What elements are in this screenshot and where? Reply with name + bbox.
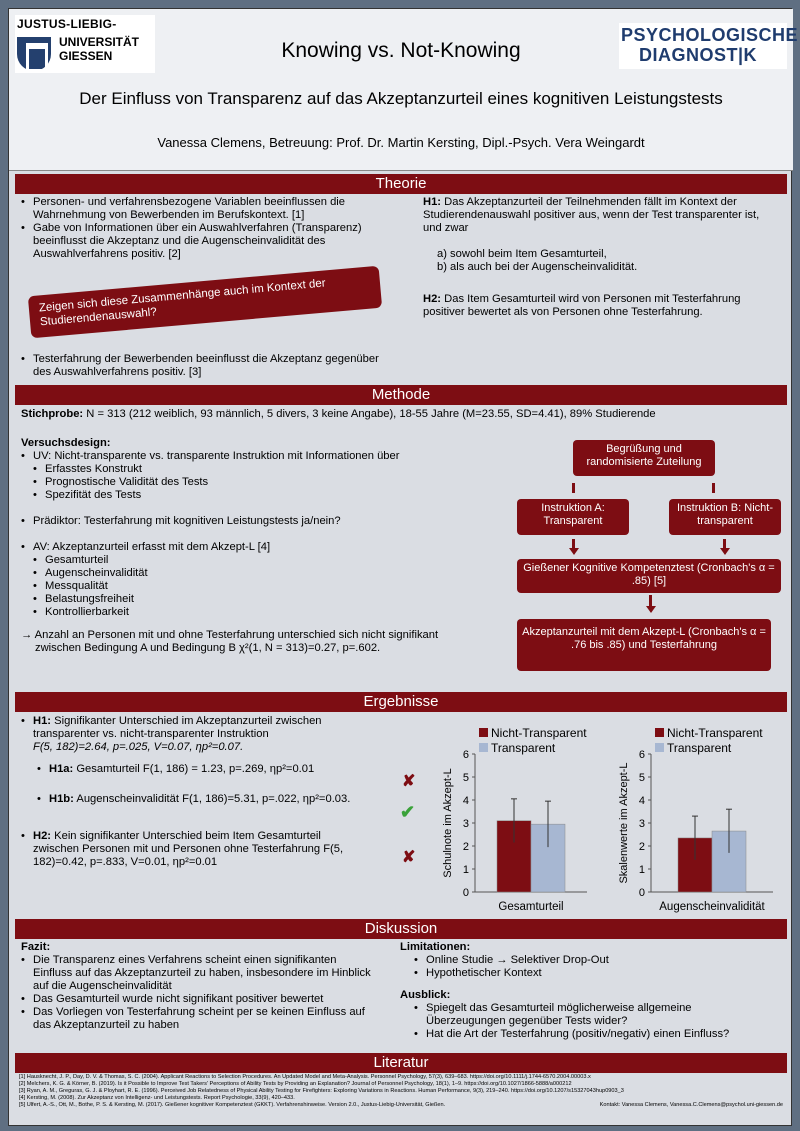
legend-label: Transparent	[491, 741, 556, 755]
stichprobe-text: N = 313 (212 weiblich, 93 männlich, 5 divers, 3 keine Angabe), 18-55 Jahre (M=23.55, SD=4.41), 89% Studierende	[86, 408, 656, 420]
y-tick-label: 0	[638, 887, 645, 899]
flow-box-akzeptanzurteil: Akzeptanzurteil mit dem Akzept-L (Cronbach's α = .76 bis .85) und Testerfahrung	[517, 619, 771, 671]
design-label: Versuchsdesign:	[21, 437, 111, 449]
ergebnisse-text	[21, 715, 351, 869]
y-tick-label: 2	[462, 841, 469, 853]
av-item: • Augenscheinvalidität	[33, 567, 491, 580]
limitationen-ausblick	[400, 941, 770, 1041]
av-line: • AV: Akzeptanzurteil erfasst mit dem Akzept-L [4]	[21, 541, 491, 554]
legend-label: Nicht-Transparent	[667, 726, 763, 740]
h1a-text: Gesamturteil F(1, 186) = 1.23, p=.269, ηp²=0.01	[76, 763, 315, 775]
h1-label: H1:	[423, 196, 442, 208]
av-item: • Kontrollierbarkeit	[33, 606, 491, 619]
ausblick-item: • Spiegelt das Gesamturteil möglicherweise allgemeine Überzeugungen gegenüber Tests wider?	[414, 1002, 770, 1028]
y-tick-label: 2	[638, 841, 645, 853]
reference-item: [5] Ulfert, A.-S., Ott, M., Bothe, P. S. & Kersting, M. (2017). Gießener kognitiver Kompetenztest (GKKT). Verfahrenshinweise. Version 2.0., Justus-Liebig-Universität, Gießen.	[19, 1102, 446, 1108]
h1-result	[21, 715, 351, 754]
anzahl-line2: zwischen Bedingung A und Bedingung B χ²(1, N = 313)=0.27, p=.602.	[35, 642, 381, 654]
y-tick-label: 5	[638, 772, 645, 784]
h2-text: Das Item Gesamturteil wird von Personen mit Testerfahrung positiver bewertet als von Personen ohne Testerfahrung.	[423, 293, 741, 318]
flow-arrow	[712, 483, 715, 493]
h1b-label: H1b:	[49, 793, 74, 805]
h2-block	[423, 293, 773, 319]
limitationen-label: Limitationen:	[400, 941, 471, 953]
legend-label: Nicht-Transparent	[491, 726, 587, 740]
cross-icon: ✘	[402, 773, 416, 790]
anzahl-line1: → Anzahl an Personen mit und ohne Testerfahrung unterschied sich nicht signifikant	[21, 629, 439, 641]
y-axis-label: Skalenwerte im Akzept-L	[618, 762, 630, 884]
fazit-item: • Die Transparenz eines Verfahrens scheint einen signifikanten Einfluss auf das Akzeptanzurteil zu haben, insbesondere im Hinblick auf die Augenscheinvalidität	[21, 954, 376, 993]
av-item: • Messqualität	[33, 580, 491, 593]
legend-swatch	[479, 728, 488, 737]
h2-result	[21, 830, 351, 869]
y-tick-label: 1	[462, 864, 469, 876]
flow-box-begruessung: Begrüßung und randomisierte Zuteilung	[573, 440, 715, 476]
x-category-label: Gesamturteil	[498, 901, 564, 913]
y-tick-label: 6	[462, 749, 469, 761]
legend-label: Transparent	[667, 741, 732, 755]
flow-arrow	[572, 483, 575, 493]
section-heading-literatur: Literatur	[15, 1053, 787, 1073]
y-tick-label: 4	[638, 795, 645, 807]
reference-item: [4] Kersting, M. (2008). Zur Akzeptanz von Intelligenz- und Leistungstests. Report Psychologie, 33(9), 420–433.	[19, 1095, 295, 1101]
y-tick-label: 1	[638, 864, 645, 876]
limitationen-item: • Online Studie → Selektiver Drop-Out	[414, 954, 770, 967]
h1-result-label: H1:	[33, 715, 52, 727]
legend-swatch	[655, 743, 664, 752]
uv-line: • UV: Nicht-transparente vs. transparente Instruktion mit Informationen über	[21, 450, 491, 463]
theorie-left	[21, 196, 391, 261]
section-heading-theorie: Theorie	[15, 174, 787, 194]
y-tick-label: 5	[462, 772, 469, 784]
h1-a: a) sowohl beim Item Gesamturteil,	[437, 248, 607, 260]
header	[9, 9, 799, 171]
section-heading-methode: Methode	[15, 385, 787, 405]
h1-b: b) als auch bei der Augenscheinvalidität.	[437, 261, 638, 273]
uni-logo-line3: GIESSEN	[59, 49, 113, 63]
stichprobe	[21, 408, 781, 421]
psy-logo-line2: DIAGNOST|K	[639, 45, 758, 65]
x-category-label: Augenscheinvalidität	[659, 901, 765, 913]
ausblick-label: Ausblick:	[400, 989, 451, 1001]
ausblick-item: • Hat die Art der Testerfahrung (positiv/negativ) einen Einfluss?	[414, 1028, 770, 1041]
stichprobe-label: Stichprobe:	[21, 408, 84, 420]
section-heading-diskussion: Diskussion	[15, 919, 787, 939]
cross-icon: ✘	[402, 849, 416, 866]
h2-result-label: H2:	[33, 830, 52, 842]
flow-box-instruktion-a: Instruktion A: Transparent	[517, 499, 629, 535]
theorie-bullet-2: • Gabe von Informationen über ein Auswahlverfahren (Transparenz) beeinflusst die Akzeptanz und die Augenscheinvalidität des Auswahlverfahrens positiv. [2]	[21, 222, 391, 261]
theorie-bullet-1: • Personen- und verfahrensbezogene Variablen beeinflussen die Wahrnehmung von Bewerbenden im Berufskontext. [1]	[21, 196, 391, 222]
hypotheses	[423, 196, 773, 319]
praediktor-line: • Prädiktor: Testerfahrung mit kognitiven Leistungstests ja/nein?	[21, 515, 491, 528]
psy-logo-line1: PSYCHOLOGISCHE	[621, 25, 799, 45]
uv-item: • Spezifität des Tests	[33, 489, 491, 502]
fazit-item: • Das Gesamturteil wurde nicht signifikant positiver bewertet	[21, 993, 376, 1006]
legend-swatch	[655, 728, 664, 737]
y-tick-label: 6	[638, 749, 645, 761]
y-tick-label: 4	[462, 795, 469, 807]
y-tick-label: 0	[462, 887, 469, 899]
poster	[8, 8, 799, 1126]
h1-result-stats: F(5, 182)=2.64, p=.025, V=0.07, ηp²=0.07.	[33, 741, 244, 753]
h1b-text: Augenscheinvalidität F(1, 186)=5.31, p=.022, ηp²=0.03.	[76, 793, 351, 805]
reference-item: [2] Melchers, K. G. & Körner, B. (2019). Is it Possible to Improve Test Takers' Perceptions of Ability Tests by Providing an Explanation? Journal of Personnel Psychology, 18(1), 1–9. https://doi.org/10.1027/1866-5888/a000212	[19, 1081, 572, 1087]
research-question-callout	[28, 266, 382, 339]
av-item: • Belastungsfreiheit	[33, 593, 491, 606]
y-axis-label: Schulnote im Akzept-L	[442, 768, 454, 878]
contact-info: Kontakt: Vanessa Clemens, Vanessa.C.Clemens@psychol.uni-giessen.de	[599, 1102, 783, 1108]
chart-augenscheinvaliditaet	[613, 722, 783, 916]
flow-box-gkkt: Gießener Kognitive Kompetenztest (Cronbach's α = .85) [5]	[517, 559, 781, 593]
section-heading-ergebnisse: Ergebnisse	[15, 692, 787, 712]
flow-arrowhead	[646, 606, 656, 613]
limitationen-item: • Hypothetischer Kontext	[414, 967, 770, 980]
poster-title: Knowing vs. Not-Knowing	[281, 39, 521, 62]
flow-box-instruktion-b: Instruktion B: Nicht-transparent	[669, 499, 781, 535]
fazit	[21, 941, 376, 1032]
versuchsdesign	[21, 437, 491, 655]
reference-item: [3] Ryan, A. M., Greguras, G. J. & Ployhart, R. E. (1996). Perceived Job Relatedness of Physical Ability Testing for Firefighters: Exploring Variations in Reactions. Human Performance, 9(3), 219–240. https://doi.org/10.1207/s15327043hup0903_3	[19, 1088, 624, 1094]
flow-arrowhead	[569, 548, 579, 555]
y-tick-label: 3	[638, 818, 645, 830]
chart-gesamturteil	[437, 722, 597, 916]
h2-label: H2:	[423, 293, 442, 305]
y-tick-label: 3	[462, 818, 469, 830]
h1-block	[423, 196, 773, 235]
uv-item: • Erfasstes Konstrukt	[33, 463, 491, 476]
h1a-result	[37, 763, 351, 776]
poster-subtitle: Der Einfluss von Transparenz auf das Akzeptanzurteil eines kognitiven Leistungstests	[79, 89, 723, 108]
h2-result-text: Kein signifikanter Unterschied beim Item Gesamturteil zwischen Personen mit und Personen ohne Testerfahrung F(5, 182)=0.42, p=.833, V=0.01, ηp²=0.01	[33, 830, 344, 868]
uni-logo-line1: JUSTUS-LIEBIG-	[17, 17, 117, 31]
legend-swatch	[479, 743, 488, 752]
uni-logo-line2: UNIVERSITÄT	[59, 35, 140, 49]
h1-text: Das Akzeptanzurteil der Teilnehmenden fällt im Kontext der Studierendenauswahl positiver aus, wenn der Test transparenter ist, und zwar	[423, 196, 760, 234]
reference-item: [1] Hausknecht, J. P., Day, D. V. & Thomas, S. C. (2004). Applicant Reactions to Selection Procedures. An Updated Model and Meta-Analysis. Personnel Psychology, 57(3), 639–683. https://doi.org/10.1111/j.1744-6570.2004.00003.x	[19, 1074, 591, 1080]
fazit-label: Fazit:	[21, 941, 51, 953]
h1a-label: H1a:	[49, 763, 74, 775]
h1b-result	[37, 793, 351, 806]
fazit-item: • Das Vorliegen von Testerfahrung scheint per se keinen Einfluss auf das Akzeptanzurteil zu haben	[21, 1006, 376, 1032]
authors: Vanessa Clemens, Betreuung: Prof. Dr. Martin Kersting, Dipl.-Psych. Vera Weingardt	[157, 135, 645, 150]
theorie-bullet-3: • Testerfahrung der Bewerbenden beeinflusst die Akzeptanz gegenüber des Auswahlverfahrens positiv. [3]	[21, 353, 391, 379]
uv-item: • Prognostische Validität des Tests	[33, 476, 491, 489]
h1-result-text: Signifikanter Unterschied im Akzeptanzurteil zwischen transparenter vs. nicht-transparenter Instruktion	[33, 715, 322, 740]
callout-text: Zeigen sich diese Zusammenhänge auch im Kontext der Studierendenauswahl?	[38, 277, 327, 329]
check-icon: ✔	[400, 802, 416, 822]
flow-arrowhead	[720, 548, 730, 555]
theorie-left-bottom	[21, 353, 391, 379]
av-item: • Gesamturteil	[33, 554, 491, 567]
